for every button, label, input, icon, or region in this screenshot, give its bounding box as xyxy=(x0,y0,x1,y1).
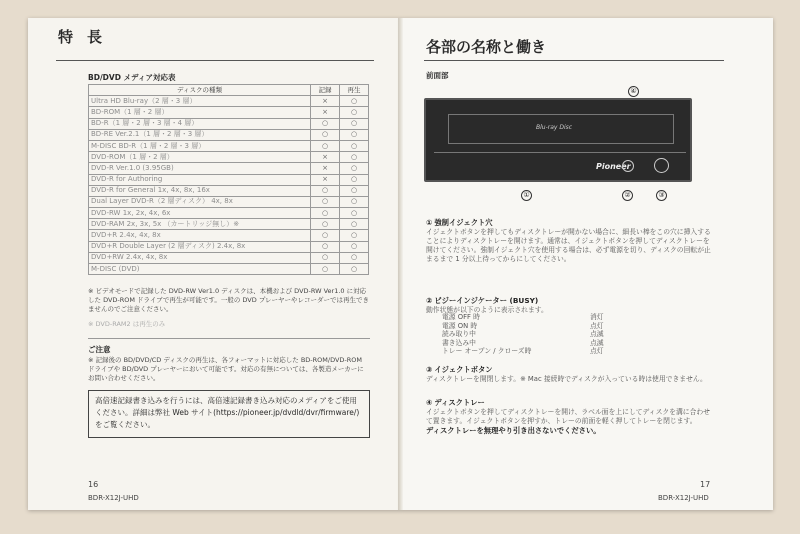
notice-box: 高倍速記録書き込みを行うには、高倍速記録書き込み対応のメディアをご使用ください。詳細は弊社 Web サイト(https://pioneer.jp/dvdld/dvr/firmware/)をご覧ください。 xyxy=(88,390,370,438)
playback-cell: ○ xyxy=(340,118,369,129)
playback-cell: ○ xyxy=(340,107,369,118)
bluray-logo: Blu-ray Disc xyxy=(536,124,573,131)
table-row xyxy=(89,219,369,230)
page-number-right: 17 xyxy=(700,480,711,489)
disc-type-cell: DVD+R Double Layer (2 層ディスク) 2.4x, 8x xyxy=(89,241,311,252)
disc-type-cell: DVD-R for Authoring xyxy=(89,174,311,185)
media-compat-table xyxy=(88,84,369,275)
busy-state-value: 点滅 xyxy=(590,330,604,339)
table-row xyxy=(89,230,369,241)
record-cell: ○ xyxy=(311,129,340,140)
disc-type-cell: Dual Layer DVD-R（2 層ディスク） 4x, 8x xyxy=(89,196,311,207)
busy-state-label: トレー オープン / クローズ時 xyxy=(442,347,532,356)
table-row xyxy=(89,152,369,163)
playback-cell: ○ xyxy=(340,152,369,163)
record-cell: ○ xyxy=(311,241,340,252)
table-row xyxy=(89,118,369,129)
playback-cell: ○ xyxy=(340,163,369,174)
disc-type-cell: DVD-R Ver.1.0 (3.95GB) xyxy=(89,163,311,174)
disc-type-cell: BD-R（1 層・2 層・3 層・4 層） xyxy=(89,118,311,129)
busy-state-list xyxy=(442,313,642,356)
busy-state-label: 読み取り中 xyxy=(442,330,476,339)
model-right: BDR-X12J-UHD xyxy=(658,494,709,502)
item-text: イジェクトボタンを押してもディスクトレーが開かない場合に、細長い棒をこの穴に挿入することによりディスクトレーを開けます。通常は、イジェクトボタンを押してディスクトレーを開けてください。強制イジェクト穴を使用する場合は、必ず電源を切り、ディスクの回転が止まるまで 1 分以上待ってからにしてください。 xyxy=(426,228,711,263)
disc-type-cell: DVD+RW 2.4x, 4x, 8x xyxy=(89,252,311,263)
table-row xyxy=(89,107,369,118)
record-cell: ○ xyxy=(311,252,340,263)
playback-cell: ○ xyxy=(340,185,369,196)
pioneer-logo: Pioneer xyxy=(596,162,631,171)
item-title: ディスクトレー xyxy=(434,398,485,407)
disc-type-cell: BD-RE Ver.2.1（1 層・2 層・3 層） xyxy=(89,129,311,140)
table-row xyxy=(89,96,369,107)
caution-title: ご注意 xyxy=(88,345,111,354)
record-cell: × xyxy=(311,152,340,163)
table-row xyxy=(89,252,369,263)
disc-type-cell: M-DISC BD-R（1 層・2 層・3 層） xyxy=(89,140,311,151)
busy-state-value: 点滅 xyxy=(590,338,604,347)
table-row xyxy=(89,264,369,275)
title-rule-right xyxy=(424,60,724,61)
table-row xyxy=(89,163,369,174)
busy-indicator-icon xyxy=(622,160,634,172)
record-cell: ○ xyxy=(311,264,340,275)
busy-state-label: 書き込み中 xyxy=(442,338,476,347)
item-warning: ディスクトレーを無理やり引き出さないでください。 xyxy=(426,426,601,435)
divider xyxy=(88,338,370,339)
tray-line xyxy=(434,152,686,153)
record-cell: ○ xyxy=(311,208,340,219)
callout-1: ① xyxy=(521,190,532,201)
busy-state-row xyxy=(442,322,642,331)
disc-type-cell: BD-ROM（1 層・2 層） xyxy=(89,107,311,118)
playback-cell: ○ xyxy=(340,208,369,219)
callout-4: ④ xyxy=(628,86,639,97)
disc-type-cell: M-DISC (DVD) xyxy=(89,264,311,275)
disc-type-cell: DVD-ROM（1 層・2 層） xyxy=(89,152,311,163)
item-title: 強制イジェクト穴 xyxy=(434,218,493,227)
title-rule xyxy=(56,60,374,61)
page-number-left: 16 xyxy=(88,480,99,489)
item-text: ディスクトレーを開閉します。※ Mac 接続時でディスクが入っている時は使用できません。 xyxy=(426,375,707,383)
busy-state-value: 点灯 xyxy=(590,347,604,356)
page-title: 特長 xyxy=(58,28,117,46)
model-left: BDR-X12J-UHD xyxy=(88,494,139,502)
table-header: 再生 xyxy=(340,85,369,96)
playback-cell: ○ xyxy=(340,264,369,275)
record-cell: × xyxy=(311,107,340,118)
disc-type-cell: DVD-RAM 2x, 3x, 5x （カートリッジ無し）※ xyxy=(89,219,311,230)
playback-cell: ○ xyxy=(340,219,369,230)
record-cell: × xyxy=(311,174,340,185)
item-3 xyxy=(426,365,716,384)
item-num: ③ xyxy=(426,365,433,374)
playback-cell: ○ xyxy=(340,252,369,263)
item-num: ④ xyxy=(426,398,433,407)
record-cell: ○ xyxy=(311,230,340,241)
drive-front-illustration xyxy=(424,98,692,182)
record-cell: ○ xyxy=(311,140,340,151)
record-cell: × xyxy=(311,163,340,174)
record-cell: ○ xyxy=(311,219,340,230)
media-table-title: BD/DVD メディア対応表 xyxy=(88,73,176,82)
disc-type-cell: Ultra HD Blu-ray（2 層・3 層） xyxy=(89,96,311,107)
record-cell: ○ xyxy=(311,196,340,207)
table-row xyxy=(89,174,369,185)
busy-state-value: 消灯 xyxy=(590,313,604,321)
record-cell: ○ xyxy=(311,118,340,129)
item-num: ① xyxy=(426,218,433,227)
playback-cell: ○ xyxy=(340,174,369,185)
callout-3: ③ xyxy=(656,190,667,201)
page-title-right: 各部の名称と働き xyxy=(426,38,547,56)
table-row xyxy=(89,241,369,252)
table-row xyxy=(89,208,369,219)
record-cell: × xyxy=(311,96,340,107)
table-row xyxy=(89,196,369,207)
item-title: ビジーインジケーター (BUSY) xyxy=(434,296,539,305)
busy-state-row xyxy=(442,313,642,322)
playback-cell: ○ xyxy=(340,196,369,207)
caution-text: ※ 記録後の BD/DVD/CD ディスクの再生は、各フォーマットに対応した BD-ROM/DVD-ROM ドライブや BD/DVD プレーヤーにおいて可能です。対応の有無については、各製造メーカーにお問い合わせください。 xyxy=(88,356,364,382)
busy-state-row xyxy=(442,330,642,339)
note-dvdram: ※ DVD-RAM2 は再生のみ xyxy=(88,320,166,328)
table-row xyxy=(89,185,369,196)
item-num: ② xyxy=(426,296,433,305)
eject-button-icon xyxy=(654,158,669,173)
busy-state-row xyxy=(442,347,642,356)
busy-state-value: 点灯 xyxy=(590,321,604,330)
table-row xyxy=(89,140,369,151)
playback-cell: ○ xyxy=(340,140,369,151)
callout-2: ② xyxy=(622,190,633,201)
item-1 xyxy=(426,218,716,264)
right-page xyxy=(401,18,773,510)
playback-cell: ○ xyxy=(340,129,369,140)
disc-type-cell: DVD-R for General 1x, 4x, 8x, 16x xyxy=(89,185,311,196)
disc-type-cell: DVD-RW 1x, 2x, 4x, 6x xyxy=(89,208,311,219)
playback-cell: ○ xyxy=(340,230,369,241)
item-text: 動作状態が以下のように表示されます。 xyxy=(426,306,548,314)
playback-cell: ○ xyxy=(340,96,369,107)
item-4 xyxy=(426,398,716,436)
table-header: 記録 xyxy=(311,85,340,96)
note-dvdrw: ※ ビデオモードで記録した DVD-RW Ver1.0 ディスクは、本機および DVD-RW Ver1.0 に対応した DVD-ROM ドライブで再生が可能です。一般の DVD プレーヤーやレコーダーでは再生できませんのでご注意ください。 xyxy=(88,287,370,313)
book-gutter xyxy=(398,18,403,510)
disc-type-cell: DVD+R 2.4x, 4x, 8x xyxy=(89,230,311,241)
table-header: ディスクの種類 xyxy=(89,85,311,96)
table-row xyxy=(89,129,369,140)
playback-cell: ○ xyxy=(340,241,369,252)
item-title: イジェクトボタン xyxy=(434,365,493,374)
busy-state-label: 電源 OFF 時 xyxy=(442,313,480,321)
table-header-row xyxy=(89,85,369,96)
record-cell: ○ xyxy=(311,185,340,196)
busy-state-label: 電源 ON 時 xyxy=(442,321,478,330)
section-front: 前面部 xyxy=(426,71,449,80)
item-text: イジェクトボタンを押してディスクトレーを開け、ラベル面を上にしてディスクを溝に合わせて置きます。イジェクトボタンを押すか、トレーの前面を軽く押してトレーを閉じます。 xyxy=(426,408,710,425)
